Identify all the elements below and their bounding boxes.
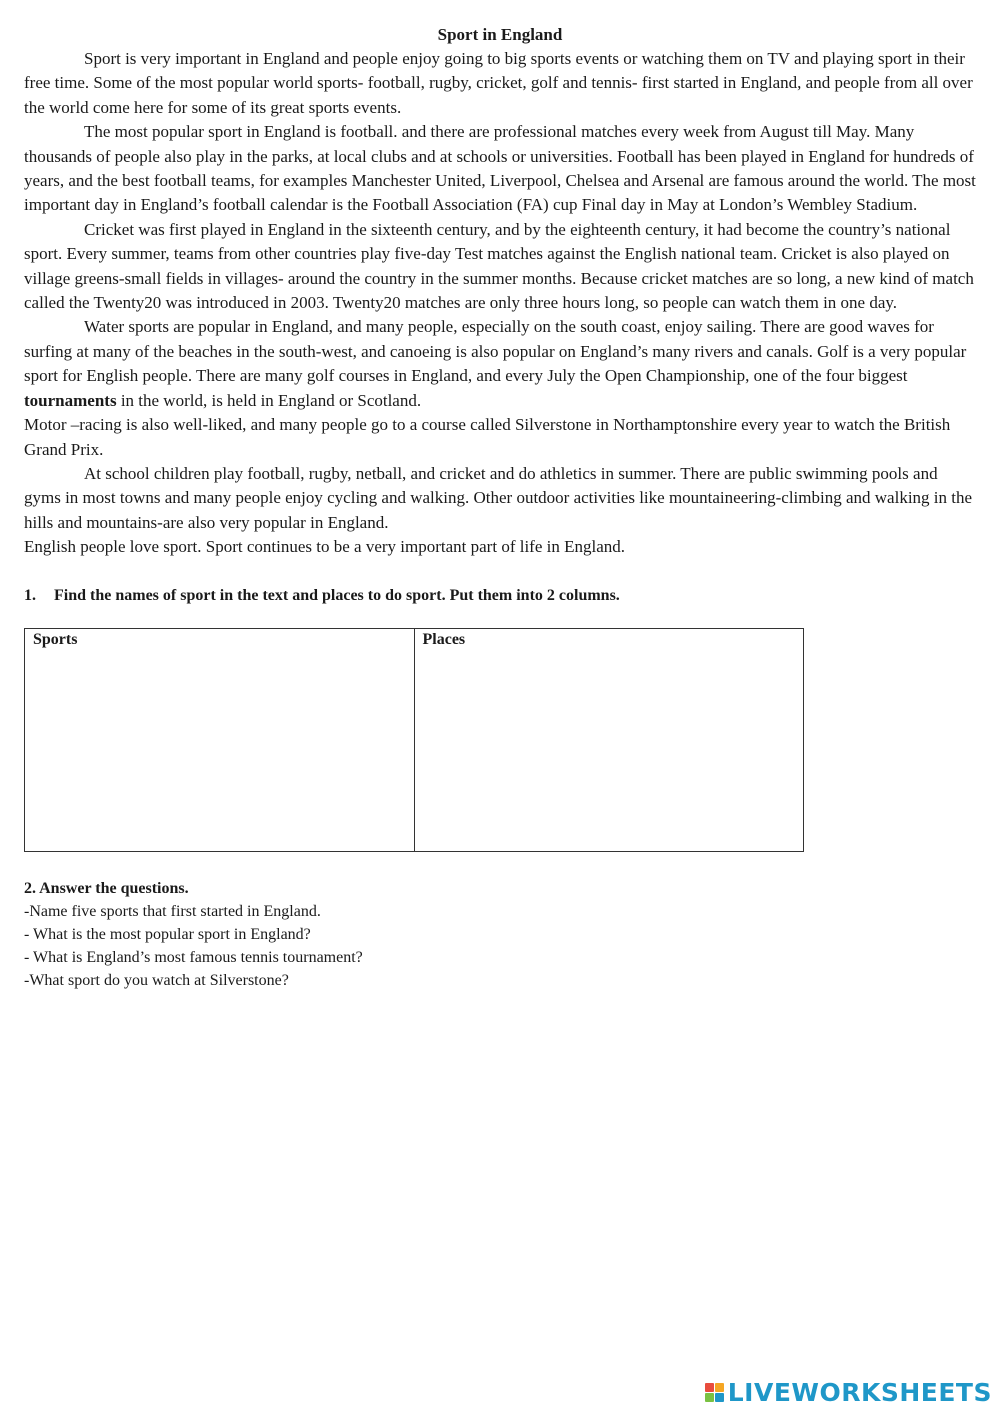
- closing-paragraph: English people love sport. Sport continues to be a very important part of life in England.: [24, 537, 626, 557]
- question-item: -Name five sports that first started in England.: [24, 902, 321, 920]
- page-title: Sport in England: [437, 25, 563, 44]
- water-sports-paragraph: Water sports are popular in England, and many people, especially on the south coast, enjoy sailing. There are good waves for surfing at many of the beaches in the south-west, and canoeing is also popular on England’s many rivers and canals. Golf is a very popular sport for English people. There are many golf courses in England, and every July the Open Championship, one of the four biggest tournaments in the world, is held in England or Scotland.: [24, 317, 967, 410]
- football-paragraph: The most popular sport in England is football. and there are professional matches every week from August till May. Many thousands of people also play in the parks, at local clubs and at schools or universities. Football has been played in England for hundreds of years, and the best football teams, for examples Manchester United, Liverpool, Chelsea and Arsenal are famous around the world. The most important day in England’s football calendar is the Football Association (FA) cup Final day in May at London’s Wembley Stadium.: [24, 122, 976, 215]
- task2-heading: 2. Answer the questions.: [24, 879, 189, 897]
- task1-instruction: [24, 584, 976, 608]
- liveworksheets-logo: [705, 1378, 992, 1407]
- question-item: - What is the most popular sport in England?: [24, 925, 311, 943]
- task1-number: 1.: [24, 586, 36, 604]
- question-item: - What is England’s most famous tennis tournament?: [24, 948, 363, 966]
- cricket-paragraph: Cricket was first played in England in the sixteenth century, and by the eighteenth century, it had become the country’s national sport. Every summer, teams from other countries play five-day Test matches against the English national team. Cricket is also played on village greens-small fields in villages- around the country in the summer months. Because cricket matches are so long, a new kind of match called the Twenty20 was introduced in 2003. Twenty20 matches are only three hours long, so people can watch them in one day.: [24, 219, 974, 313]
- task2-section: [24, 877, 976, 992]
- intro-paragraph: Sport is very important in England and people enjoy going to big sports events or watching them on TV and playing sport in their free time. Some of the most popular world sports- football, rugby, cricket, golf and tennis- first started in England, and people from all over the world come here for some of its great sports events.: [24, 49, 973, 117]
- motor-racing-paragraph: Motor –racing is also well-liked, and many people go to a course called Silverstone in Northamptonshire every year to watch the British Grand Prix.: [24, 415, 951, 459]
- question-item: -What sport do you watch at Silverstone?: [24, 971, 289, 989]
- worksheet-page: [24, 23, 976, 992]
- bold-word-tournaments: tournaments: [24, 390, 117, 410]
- task1-text: Find the names of sport in the text and places to do sport. Put them into 2 columns.: [54, 586, 620, 604]
- school-paragraph: At school children play football, rugby, netball, and cricket and do athletics in summer. There are public swimming pools and gyms in most towns and many people enjoy cycling and walking. Other outdoor activities like mountaineering-climbing and walking in the hills and mountains-are also very popular in England.: [24, 463, 973, 532]
- sports-column[interactable]: Sports: [25, 628, 415, 851]
- sports-places-table: [24, 628, 804, 852]
- places-column[interactable]: Places: [414, 628, 804, 851]
- logo-blocks-icon: [705, 1383, 724, 1402]
- logo-text: LIVEWORKSHEETS: [727, 1378, 992, 1407]
